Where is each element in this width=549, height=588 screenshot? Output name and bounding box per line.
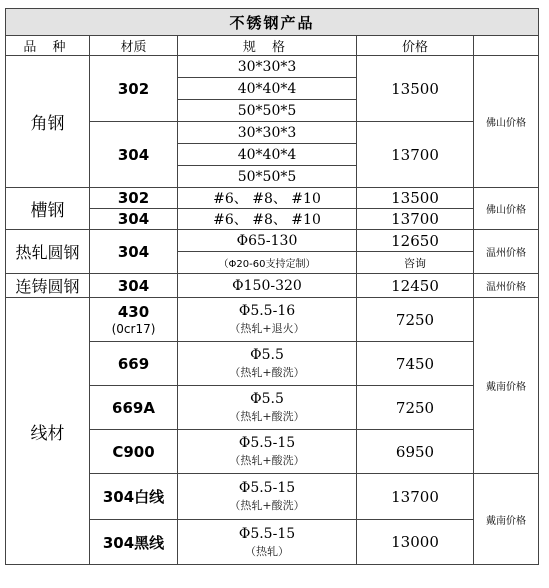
location-cell: 温州价格 [474, 230, 539, 274]
spec-process: （热轧） [245, 544, 289, 558]
price-cell: 7450 [357, 342, 474, 386]
price-cell: 6950 [357, 430, 474, 474]
spec-cell: 50*50*5 [178, 166, 357, 188]
price-cell: 13500 [357, 56, 474, 122]
location-cell: 佛山价格 [474, 188, 539, 230]
material-cell: 304 [90, 230, 178, 274]
product-cast-round: 连铸圆钢 [6, 274, 90, 298]
price-cell: 13700 [357, 474, 474, 520]
spec-cell: Φ65-130 [178, 230, 357, 252]
spec-process: （热轧+退火） [229, 322, 305, 335]
price-cell: 13700 [357, 209, 474, 230]
price-cell: 13700 [357, 122, 474, 188]
header-product: 品 种 [6, 36, 90, 56]
spec-cell [178, 474, 357, 520]
material-cell: 304 [90, 274, 178, 298]
spec-cell [178, 520, 357, 565]
spec-cell: 40*40*4 [178, 78, 357, 100]
spec-cell: #6、 #8、 #10 [178, 188, 357, 209]
custom-price: 咨询 [357, 252, 474, 274]
location-cell: 佛山价格 [474, 56, 539, 188]
spec-size: Φ5.5-16 [238, 303, 296, 319]
price-cell: 7250 [357, 298, 474, 342]
location-cell: 戴南价格 [474, 298, 539, 474]
material-cell: 302 [90, 56, 178, 122]
spec-cell: 40*40*4 [178, 144, 357, 166]
spec-size: Φ5.5 [250, 391, 284, 407]
price-cell: 12450 [357, 274, 474, 298]
spec-cell: Φ150-320 [178, 274, 357, 298]
material-cell: 669A [90, 386, 178, 430]
header-material: 材质 [90, 36, 178, 56]
material-cell: 304白线 [90, 474, 178, 520]
spec-cell: 30*30*3 [178, 122, 357, 144]
spec-process: （热轧+酸洗） [229, 454, 305, 467]
price-cell: 13500 [357, 188, 474, 209]
price-sheet [5, 8, 539, 565]
price-cell: 12650 [357, 230, 474, 252]
header-spec: 规 格 [178, 36, 357, 56]
spec-cell [178, 386, 357, 430]
material-sub: (0cr17) [111, 322, 156, 336]
location-cell: 温州价格 [474, 274, 539, 298]
location-cell: 戴南价格 [474, 474, 539, 565]
header-location [474, 36, 539, 56]
spec-cell [178, 342, 357, 386]
product-hot-rolled-round: 热轧圆钢 [6, 230, 90, 274]
material-cell [90, 298, 178, 342]
spec-size: Φ5.5-15 [238, 525, 296, 542]
spec-cell [178, 430, 357, 474]
price-cell: 13000 [357, 520, 474, 565]
header-price: 价格 [357, 36, 474, 56]
material-label: 430 [117, 303, 150, 321]
spec-cell: 30*30*3 [178, 56, 357, 78]
spec-process: （热轧+酸洗） [229, 499, 305, 512]
price-cell: 7250 [357, 386, 474, 430]
spec-size: Φ5.5-15 [238, 435, 296, 451]
spec-cell: 50*50*5 [178, 100, 357, 122]
material-cell: 302 [90, 188, 178, 209]
spec-process: （热轧+酸洗） [229, 410, 305, 423]
table-title: 不锈钢产品 [6, 9, 539, 36]
custom-note: （Φ20-60支持定制） [178, 252, 357, 274]
stainless-price-table [5, 8, 539, 565]
spec-cell [178, 298, 357, 342]
spec-size: Φ5.5 [250, 347, 284, 363]
material-cell: 304 [90, 122, 178, 188]
product-angle-steel: 角钢 [6, 56, 90, 188]
product-wire: 线材 [6, 298, 90, 565]
material-cell: C900 [90, 430, 178, 474]
spec-process: （热轧+酸洗） [229, 366, 305, 379]
material-cell: 669 [90, 342, 178, 386]
spec-size: Φ5.5-15 [238, 480, 296, 496]
spec-cell: #6、 #8、 #10 [178, 209, 357, 230]
product-channel-steel: 槽钢 [6, 188, 90, 230]
material-cell: 304黑线 [90, 520, 178, 565]
material-cell: 304 [90, 209, 178, 230]
